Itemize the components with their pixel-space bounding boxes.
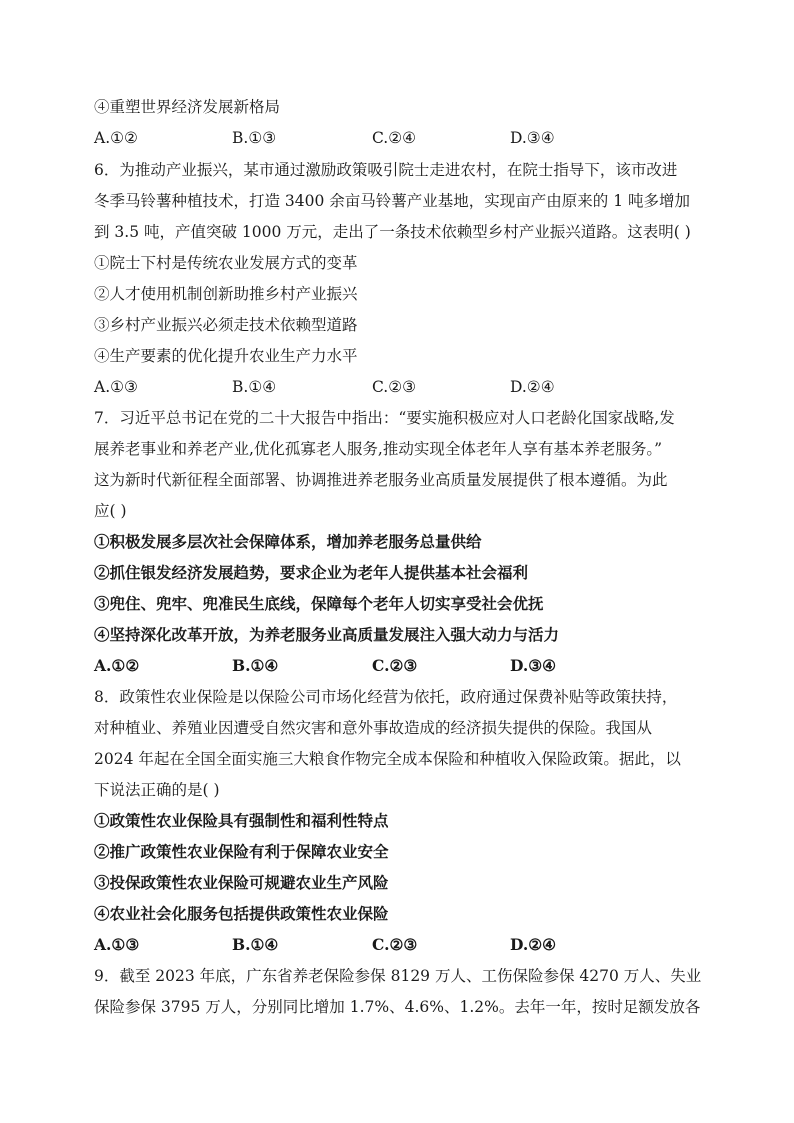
q8-options	[94, 935, 714, 955]
q6-option-b: B.①④	[232, 378, 277, 396]
q7-item-1: ①积极发展多层次社会保障体系，增加养老服务总量供给	[94, 532, 482, 551]
q8-stem-line-3: 2024 年起在全国全面实施三大粮食作物完全成本保险和种植收入保险政策。据此，以	[94, 750, 681, 768]
q8-item-4: ④农业社会化服务包括提供政策性农业保险	[94, 904, 389, 923]
q8-item-3: ③投保政策性农业保险可规避农业生产风险	[94, 873, 389, 892]
q8-option-a: A.①③	[94, 935, 140, 954]
q5-item-4: ④重塑世界经济发展新格局	[94, 98, 281, 116]
q6-item-1: ①院士下村是传统农业发展方式的变革	[94, 254, 358, 272]
q8-option-b: B.①④	[232, 935, 279, 954]
q7-item-3: ③兜住、兜牢、兜准民生底线，保障每个老年人切实享受社会优抚	[94, 594, 544, 613]
q8-stem-line-4: 下说法正确的是( )	[94, 781, 220, 799]
q6-option-c: C.②③	[372, 378, 417, 396]
q7-option-a: A.①②	[94, 656, 140, 675]
q8-item-1: ①政策性农业保险具有强制性和福利性特点	[94, 811, 389, 830]
q6-stem-line-2: 冬季马铃薯种植技术，打造 3400 余亩马铃薯产业基地，实现亩产由原来的 1 吨多增加	[94, 192, 691, 210]
q6-option-d: D.②④	[510, 378, 555, 396]
q8-item-2: ②推广政策性农业保险有利于保障农业安全	[94, 842, 389, 861]
q5-options	[94, 128, 714, 148]
q9-stem-line-1: 9．截至 2023 年底，广东省养老保险参保 8129 万人、工伤保险参保 4270 万人、失业	[94, 967, 702, 985]
q7-stem-line-4: 应( )	[94, 502, 127, 520]
q9-stem-line-2: 保险参保 3795 万人，分别同比增加 1.7%、4.6%、1.2%。去年一年，按时足额发放各	[94, 998, 701, 1016]
q5-option-a: A.①②	[94, 129, 138, 147]
q8-option-c: C.②③	[372, 935, 418, 954]
q8-stem-line-1: 8．政策性农业保险是以保险公司市场化经营为依托，政府通过保费补贴等政策扶持，	[94, 688, 678, 706]
q7-stem-line-2: 展养老事业和养老产业,优化孤寡老人服务,推动实现全体老年人享有基本养老服务。”	[94, 440, 663, 458]
q7-option-c: C.②③	[372, 656, 418, 675]
q6-option-a: A.①③	[94, 378, 138, 396]
q7-option-b: B.①④	[232, 656, 279, 675]
q5-option-c: C.②④	[372, 129, 417, 147]
q7-stem-line-1: 7．习近平总书记在党的二十大报告中指出：“要实施积极应对人口老龄化国家战略,发	[94, 409, 675, 427]
q7-options	[94, 656, 714, 676]
q8-option-d: D.②④	[510, 935, 557, 954]
q6-stem-line-1: 6．为推动产业振兴，某市通过激励政策吸引院士走进农村，在院士指导下，该市改进	[94, 161, 678, 179]
q7-option-d: D.③④	[510, 656, 557, 675]
q6-item-3: ③乡村产业振兴必须走技术依赖型道路	[94, 316, 358, 334]
q8-stem-line-2: 对种植业、养殖业因遭受自然灾害和意外事故造成的经济损失提供的保险。我国从	[94, 719, 653, 737]
q6-stem-line-3: 到 3.5 吨，产值突破 1000 万元，走出了一条技术依赖型乡村产业振兴道路。这表明( )	[94, 223, 691, 241]
q6-item-4: ④生产要素的优化提升农业生产力水平	[94, 347, 358, 365]
q7-item-2: ②抓住银发经济发展趋势，要求企业为老年人提供基本社会福利	[94, 563, 529, 582]
q6-options	[94, 377, 714, 397]
q5-option-b: B.①③	[232, 129, 277, 147]
q5-option-d: D.③④	[510, 129, 555, 147]
q6-item-2: ②人才使用机制创新助推乡村产业振兴	[94, 285, 358, 303]
q7-item-4: ④坚持深化改革开放，为养老服务业高质量发展注入强大动力与活力	[94, 625, 560, 644]
q7-stem-line-3: 这为新时代新征程全面部署、协调推进养老服务业高质量发展提供了根本遵循。为此	[94, 471, 668, 489]
